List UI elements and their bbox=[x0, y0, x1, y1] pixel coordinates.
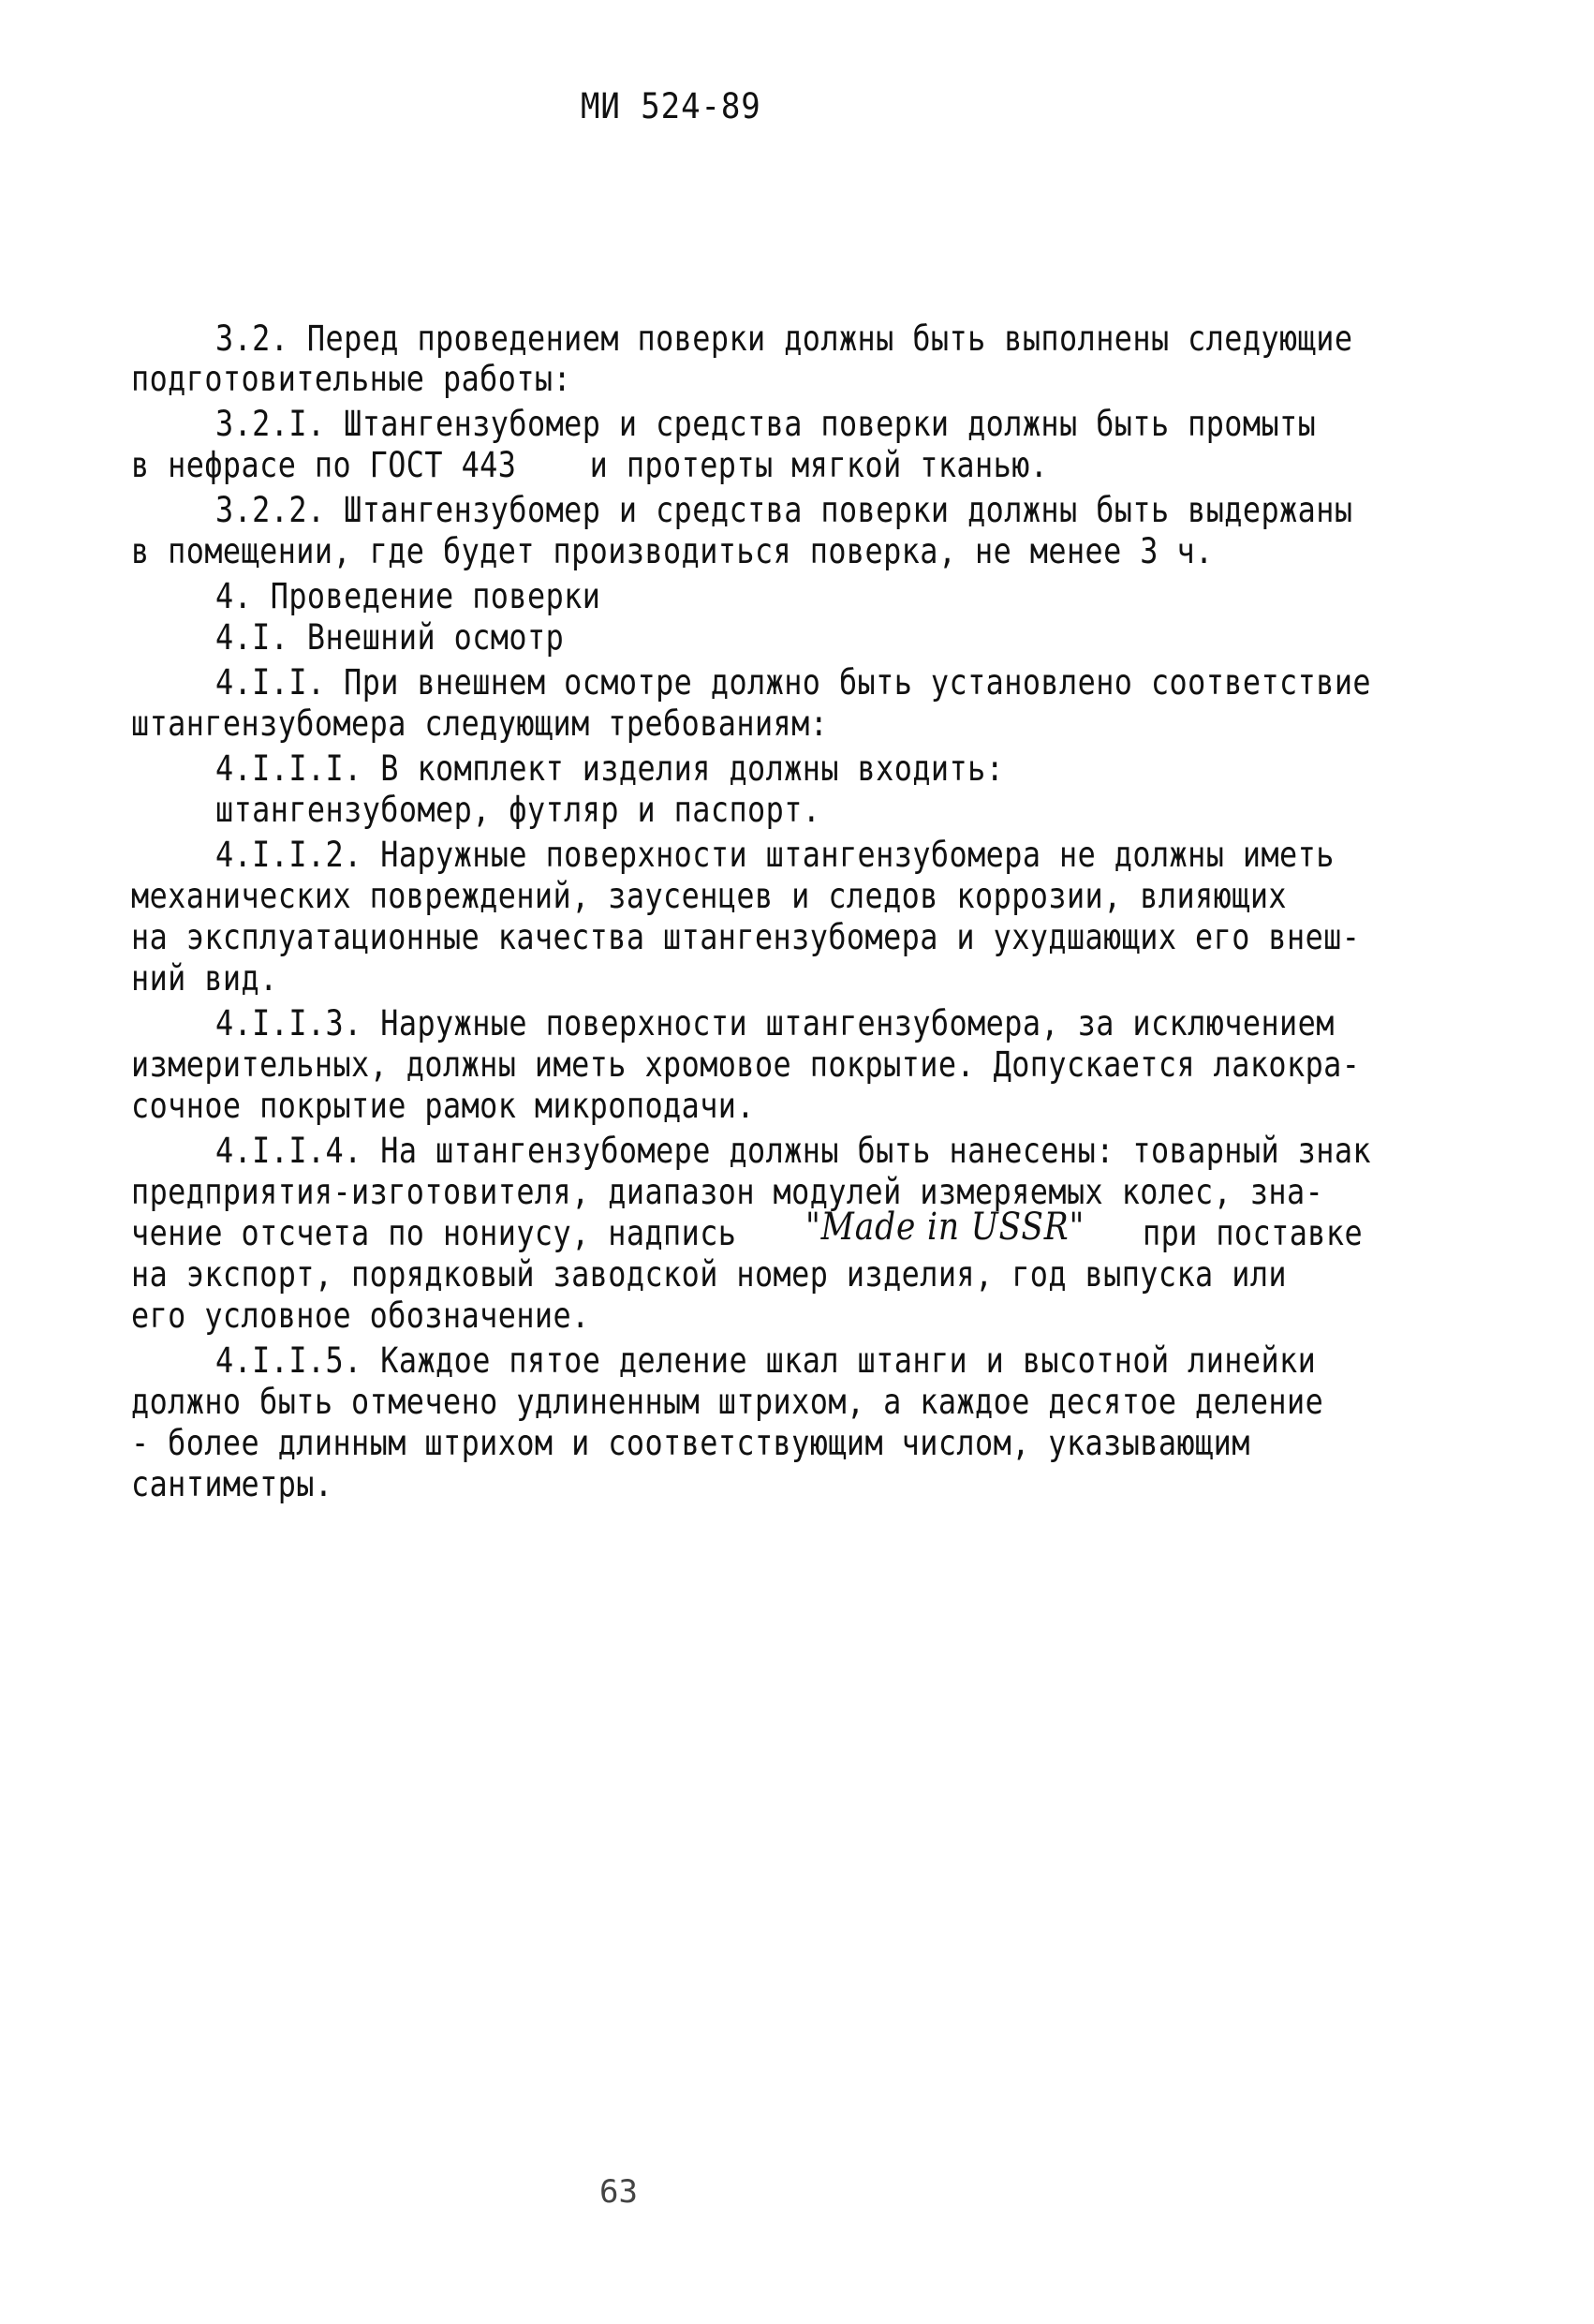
para-4-1-1-5-line-3: - более длинным штрихом и соответствующим числом, указывающим bbox=[131, 1423, 1250, 1463]
para-4-1-1-5-line-1: 4.I.I.5. Каждое пятое деление шкал штанги и высотной линейки bbox=[215, 1340, 1317, 1381]
para-3-2-line-2: подготовительные работы: bbox=[131, 359, 572, 399]
document-code: МИ 524-89 bbox=[581, 86, 761, 126]
para-4-1-1-2-line-3: на эксплуатационные качества штангензубомера и ухудшающих его внеш- bbox=[131, 917, 1361, 957]
para-4-1-1-line-1: 4.I.I. При внешнем осмотре должно быть установлено соответствие bbox=[215, 662, 1372, 703]
para-4-1-1-5-line-2: должно быть отмечено удлиненным штрихом, а каждое десятое деление bbox=[131, 1382, 1324, 1422]
para-3-2-2-line-2: в помещении, где будет производиться поверка, не менее 3 ч. bbox=[131, 531, 1214, 571]
section-4-heading: 4. Проведение поверки bbox=[215, 576, 601, 616]
para-4-1-1-4-line-1: 4.I.I.4. На штангензубомере должны быть нанесены: товарный знак bbox=[215, 1131, 1372, 1171]
para-4-1-1-2-line-1: 4.I.I.2. Наружные поверхности штангензубомера не должны иметь bbox=[215, 835, 1335, 875]
para-4-1-1-1-line-1: 4.I.I.I. В комплект изделия должны входить: bbox=[215, 748, 1005, 789]
para-3-2-1-line-1: 3.2.I. Штангензубомер и средства поверки должны быть промыты bbox=[215, 404, 1317, 444]
para-4-1-1-2-line-2: механических повреждений, заусенцев и следов коррозии, влияющих bbox=[131, 876, 1288, 916]
para-4-1-1-4-line-2: предприятия-изготовителя, диапазон модулей измеряемых колес, зна- bbox=[131, 1172, 1324, 1212]
handwritten-made-in-ussr: "Made in USSR" bbox=[805, 1206, 1085, 1249]
para-4-1-1-2-line-4: ний вид. bbox=[131, 958, 278, 999]
page-number: 63 bbox=[599, 2173, 638, 2211]
para-4-1-1-line-2: штангензубомера следующим требованиям: bbox=[131, 703, 829, 744]
para-4-1-1-5-line-4: сантиметры. bbox=[131, 1464, 333, 1504]
section-4-1-heading: 4.I. Внешний осмотр bbox=[215, 617, 565, 658]
para-3-2-1-line-2: в нефрасе по ГОСТ 443 и протерты мягкой тканью. bbox=[131, 445, 1049, 485]
para-4-1-1-3-line-3: сочное покрытие рамок микроподачи. bbox=[131, 1086, 755, 1126]
para-4-1-1-3-line-2: измерительных, должны иметь хромовое покрытие. Допускается лакокра- bbox=[131, 1044, 1361, 1085]
para-4-1-1-4-line-3: чение отсчета по нониусу, надпись bbox=[131, 1213, 737, 1253]
para-4-1-1-4-line-3-end: при поставке bbox=[1143, 1213, 1364, 1253]
para-4-1-1-4-line-4: на экспорт, порядковый заводской номер изделия, год выпуска или bbox=[131, 1254, 1288, 1295]
para-4-1-1-1-line-2: штангензубомер, футляр и паспорт. bbox=[215, 790, 821, 830]
para-4-1-1-4-line-5: его условное обозначение. bbox=[131, 1295, 590, 1336]
para-4-1-1-3-line-1: 4.I.I.3. Наружные поверхности штангензубомера, за исключением bbox=[215, 1003, 1335, 1044]
para-3-2-2-line-1: 3.2.2. Штангензубомер и средства поверки должны быть выдержаны bbox=[215, 490, 1353, 530]
para-3-2-line-1: 3.2. Перед проведением поверки должны быть выполнены следующие bbox=[215, 318, 1353, 359]
